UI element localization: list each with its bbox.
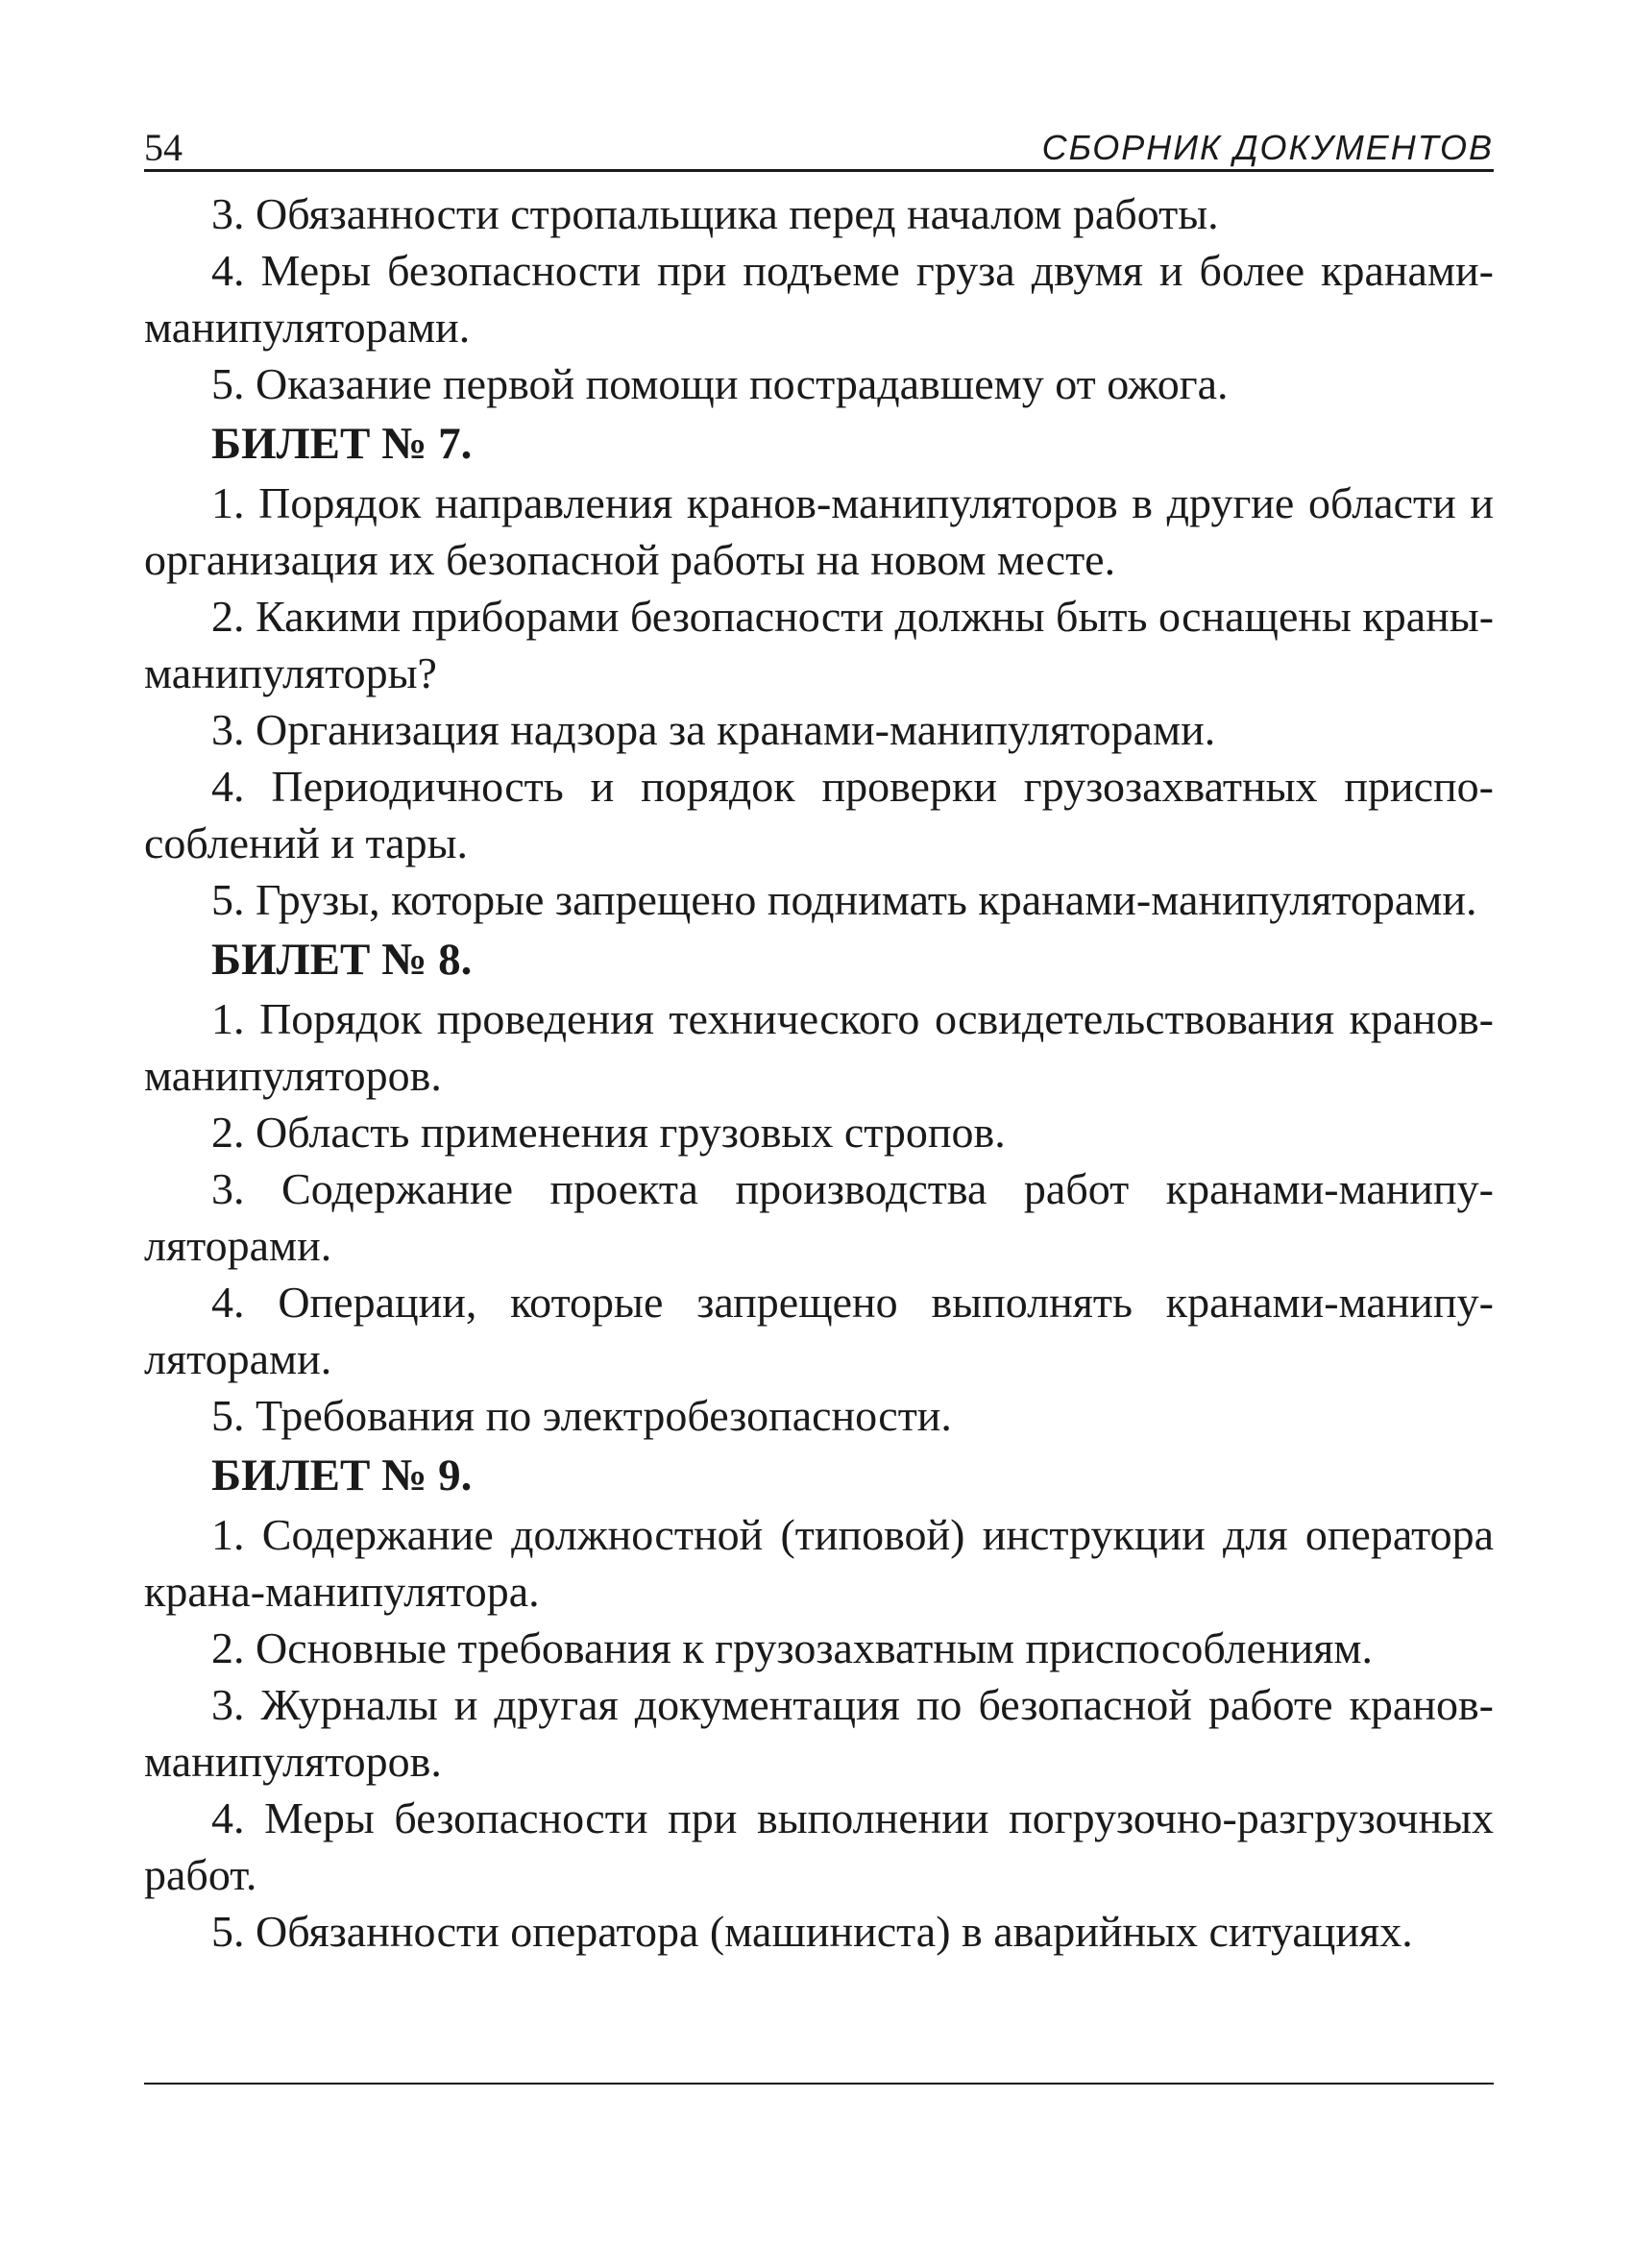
list-item: 2. Какими приборами безопасности должны быть оснащены краны-манипуляторы? xyxy=(144,592,1495,697)
list-item: 2. Основные требования к грузозахватным приспособлениям. xyxy=(211,1623,1373,1672)
footer-divider xyxy=(144,2083,1494,2085)
list-item: 5. Обязанности оператора (машиниста) в аварийных ситуациях. xyxy=(211,1907,1413,1956)
ticket-8-section xyxy=(144,932,1494,1444)
list-item: 3. Журналы и другая документация по безопасной работе кранов-манипуляторов. xyxy=(144,1680,1494,1786)
list-item: 3. Организация надзора за кранами-манипуляторами. xyxy=(211,705,1216,754)
list-item: 1. Порядок направления кранов-манипуляторов в другие области и организация их безопасной работы на новом месте. xyxy=(144,478,1494,584)
list-item: 5. Грузы, которые запрещено поднимать кранами-манипуляторами. xyxy=(211,875,1477,924)
list-item: 2. Область применения грузовых стропов. xyxy=(211,1108,1006,1157)
ticket-title: БИЛЕТ № 9. xyxy=(211,1451,473,1500)
document-page xyxy=(144,113,1494,1960)
ticket-title: БИЛЕТ № 7. xyxy=(211,419,473,469)
list-item: 1. Содержание должностной (типовой) инструкции для оператора крана-манипулятора. xyxy=(144,1510,1494,1616)
page-body xyxy=(144,185,1494,1960)
list-item: 3. Обязанности стропальщика перед началом работы. xyxy=(211,189,1219,238)
page-header xyxy=(144,113,1494,172)
ticket-title: БИЛЕТ № 8. xyxy=(211,935,473,985)
list-item: 4. Меры безопасности при подъеме груза двумя и более кранами-манипуляторами. xyxy=(144,246,1494,352)
list-item: 3. Содержание проекта производства работ кранами-манипуляторами. xyxy=(144,1164,1494,1270)
page-number: 54 xyxy=(144,126,183,169)
list-item: 4. Меры безопасности при выполнении погрузочно-разгрузочных работ. xyxy=(144,1793,1494,1899)
list-item: 4. Операции, которые запрещено выполнять кранами-манипуляторами. xyxy=(144,1278,1494,1383)
list-item: 1. Порядок проведения технического освидетельствования кранов-манипуляторов. xyxy=(144,994,1494,1100)
ticket-7-section xyxy=(144,416,1494,928)
ticket-9-section xyxy=(144,1448,1494,1960)
list-item: 5. Оказание первой помощи пострадавшему от ожога. xyxy=(211,359,1229,408)
list-item: 5. Требования по электробезопасности. xyxy=(211,1391,952,1440)
running-title: СБОРНИК ДОКУМЕНТОВ xyxy=(1041,128,1494,167)
list-item: 4. Периодичность и порядок проверки грузозахватных приспособлений и тары. xyxy=(144,762,1494,867)
